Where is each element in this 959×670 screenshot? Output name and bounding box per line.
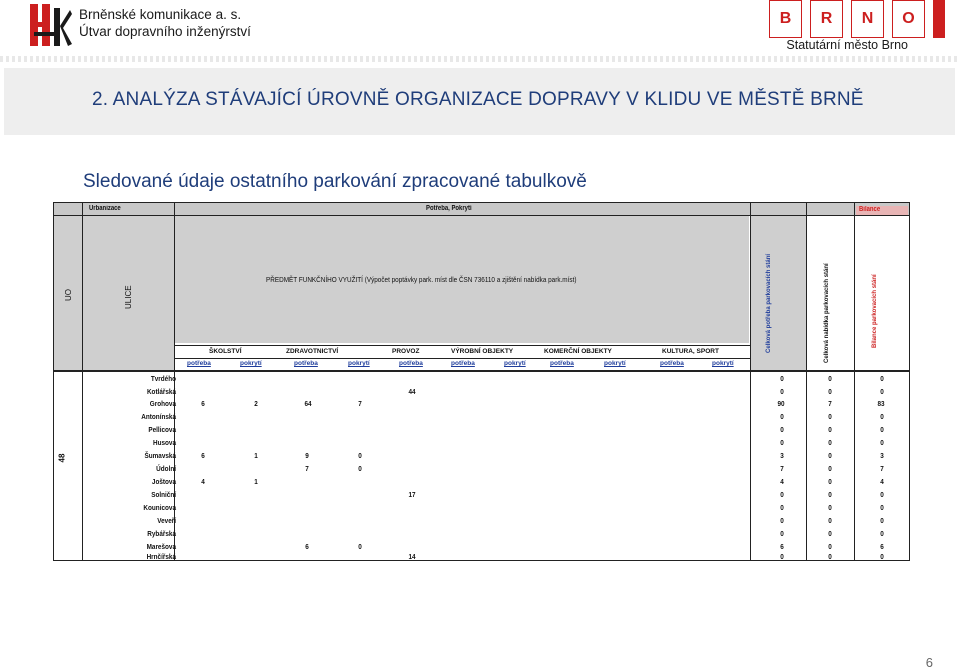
grid-line	[82, 203, 83, 561]
city-label: Statutární město Brno	[786, 38, 908, 52]
row-r1: 0	[780, 490, 784, 499]
category-skolstvi: ŠKOLSTVÍ	[209, 348, 242, 355]
category-vyrobni: VÝROBNÍ OBJEKTY	[451, 348, 514, 355]
row-c4: 0	[358, 464, 362, 473]
row-r1: 0	[780, 438, 784, 447]
row-r1: 7	[780, 464, 784, 473]
table-top-header	[54, 203, 909, 215]
row-r1: 0	[780, 387, 784, 396]
category-zdravotnictvi: ZDRAVOTNICTVÍ	[286, 348, 339, 355]
row-r3: 83	[877, 399, 885, 408]
row-r2: 0	[828, 529, 832, 538]
group-potreba: Potřeba, Pokrytí	[426, 205, 472, 212]
street-name: Kounicova	[143, 503, 176, 512]
street-name: Pellicova	[148, 425, 176, 434]
street-name: Veveří	[157, 516, 176, 525]
company-name	[79, 6, 251, 40]
sub-potreba: potřeba	[550, 360, 574, 367]
street-name: Kotlářská	[146, 387, 176, 396]
brno-logo	[761, 0, 945, 38]
row-r1: 0	[780, 529, 784, 538]
row-r1: 3	[780, 451, 784, 460]
row-r1: 0	[780, 503, 784, 512]
right-col3-label: Bilance parkovacích stání	[872, 274, 878, 348]
row-c2: 1	[254, 477, 258, 486]
row-r2: 0	[828, 490, 832, 499]
grid-line	[750, 203, 751, 561]
street-name: Husova	[152, 438, 176, 447]
brno-block-icon	[933, 0, 945, 38]
row-r2: 0	[828, 477, 832, 486]
row-r3: 0	[880, 438, 884, 447]
street-name: Antonínská	[141, 412, 176, 421]
right-col2-label: Celková nabídka parkovacích stání	[824, 263, 830, 363]
sub-pokryti: pokrytí	[240, 360, 262, 367]
row-r3: 3	[880, 451, 884, 460]
col-ulice-label: ULICE	[124, 285, 133, 309]
row-r3: 0	[880, 529, 884, 538]
row-r3: 4	[880, 477, 884, 486]
row-c4: 7	[358, 399, 362, 408]
row-r2: 0	[828, 374, 832, 383]
brno-letter-b: B	[769, 0, 802, 38]
street-name: Hrnčířská	[146, 552, 176, 561]
row-r3: 0	[880, 490, 884, 499]
group-urbanizace: Urbanizace	[89, 205, 121, 212]
row-c3: 9	[305, 451, 309, 460]
street-name: Údolní	[156, 464, 176, 473]
row-r3: 0	[880, 387, 884, 396]
row-c4: 0	[358, 542, 362, 551]
sub-pokryti: pokrytí	[712, 360, 734, 367]
row-r1: 0	[780, 425, 784, 434]
brno-letter-r: R	[810, 0, 843, 38]
uo-value: 48	[57, 453, 67, 463]
parking-data-table	[53, 202, 910, 561]
row-c5: 17	[408, 490, 416, 499]
row-c1: 6	[201, 399, 205, 408]
row-r3: 0	[880, 425, 884, 434]
row-r1: 6	[780, 542, 784, 551]
row-r1: 90	[777, 399, 785, 408]
row-r1: 0	[780, 374, 784, 383]
right-col1-label: Celková potřeba parkovacích stání	[766, 253, 772, 353]
grid-line	[54, 215, 909, 216]
row-r2: 0	[828, 464, 832, 473]
row-r2: 7	[828, 399, 832, 408]
row-c3: 7	[305, 464, 309, 473]
street-name: Šumavská	[144, 451, 176, 460]
row-r2: 0	[828, 451, 832, 460]
col-uo-label: UO	[64, 289, 73, 301]
row-r3: 0	[880, 412, 884, 421]
sub-potreba: potřeba	[187, 360, 211, 367]
row-r1: 0	[780, 516, 784, 525]
group-bilance: Bilance	[859, 206, 881, 213]
sub-potreba: potřeba	[294, 360, 318, 367]
right-col1-bg	[751, 215, 806, 370]
street-name: Marešova	[146, 542, 176, 551]
row-c2: 2	[254, 399, 258, 408]
sub-potreba: potřeba	[399, 360, 423, 367]
grid-line	[175, 358, 751, 359]
sub-potreba: potřeba	[660, 360, 684, 367]
row-r1: 0	[780, 552, 784, 561]
company-line2: Útvar dopravního inženýrství	[79, 24, 251, 39]
row-r2: 0	[828, 387, 832, 396]
brno-letter-o: O	[892, 0, 925, 38]
street-name: Joštova	[151, 477, 176, 486]
row-r2: 0	[828, 516, 832, 525]
slide-title: 2. ANALÝZA STÁVAJÍCÍ ÚROVNĚ ORGANIZACE DOPRAVY V KLIDU VE MĚSTĚ BRNĚ	[92, 89, 864, 110]
predmet-label: PŘEDMĚT FUNKČNÍHO VYUŽITÍ (Výpočet poptávky park. míst dle ČSN 736110 a zjištění nabídka park.míst)	[266, 275, 577, 284]
grid-line	[806, 203, 807, 561]
category-provoz: PROVOZ	[392, 348, 420, 355]
row-c3: 64	[304, 399, 312, 408]
category-komercni: KOMERČNÍ OBJEKTY	[544, 348, 612, 355]
row-c1: 4	[201, 477, 205, 486]
row-c4: 0	[358, 451, 362, 460]
row-r2: 0	[828, 503, 832, 512]
row-c2: 1	[254, 451, 258, 460]
company-line1: Brněnské komunikace a. s.	[79, 7, 242, 22]
row-r3: 0	[880, 516, 884, 525]
street-name: Solniční	[151, 490, 176, 499]
page-number: 6	[925, 655, 933, 670]
sub-pokryti: pokrytí	[348, 360, 370, 367]
row-c5: 14	[408, 552, 416, 561]
row-r2: 0	[828, 552, 832, 561]
brno-letter-n: N	[851, 0, 884, 38]
row-c1: 6	[201, 451, 205, 460]
bkom-logo-icon	[28, 2, 72, 48]
row-r2: 0	[828, 412, 832, 421]
row-r3: 0	[880, 552, 884, 561]
slide-subtitle: Sledované údaje ostatního parkování zpracované tabulkově	[83, 171, 587, 192]
sub-potreba: potřeba	[451, 360, 475, 367]
header-divider	[0, 56, 959, 62]
grid-line	[175, 345, 751, 346]
row-r1: 0	[780, 412, 784, 421]
street-name: Tvrdého	[150, 374, 176, 383]
row-r3: 7	[880, 464, 884, 473]
grid-line	[854, 203, 855, 561]
street-name: Grohova	[149, 399, 176, 408]
street-name: Rybářská	[147, 529, 176, 538]
row-r3: 0	[880, 503, 884, 512]
sub-pokryti: pokrytí	[504, 360, 526, 367]
row-c3: 6	[305, 542, 309, 551]
row-r3: 6	[880, 542, 884, 551]
row-r2: 0	[828, 425, 832, 434]
row-r2: 0	[828, 438, 832, 447]
sub-pokryti: pokrytí	[604, 360, 626, 367]
category-kultura: KULTURA, SPORT	[662, 348, 719, 355]
row-r2: 0	[828, 542, 832, 551]
grid-line	[54, 370, 909, 372]
row-r1: 4	[780, 477, 784, 486]
row-r3: 0	[880, 374, 884, 383]
row-c5: 44	[408, 387, 416, 396]
